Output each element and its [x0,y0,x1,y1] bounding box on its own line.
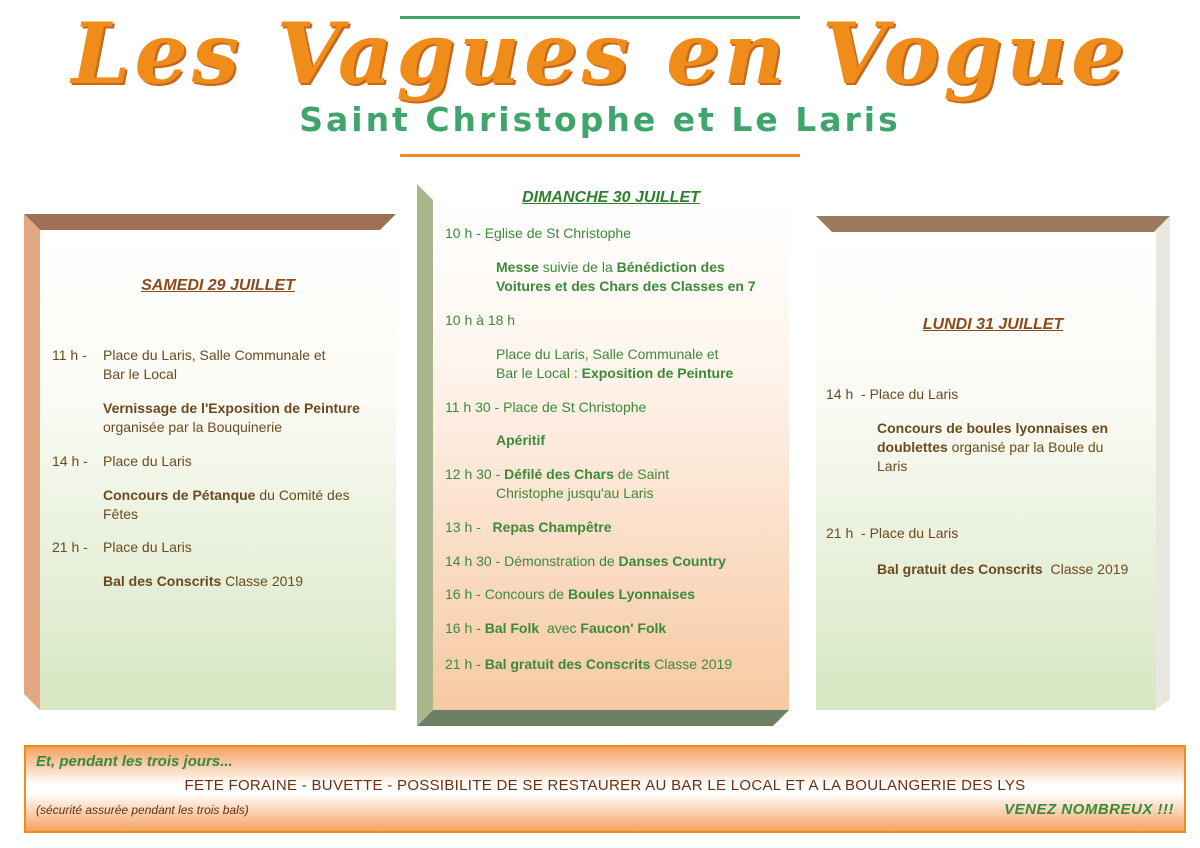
sun-line-12-time: 21 h - [445,656,485,672]
sun-line-2a-rest: suivie de la [538,259,617,275]
sun-line-10-bold: Boules Lyonnaises [567,586,696,602]
sun-line-7b: Christophe jusqu'au Laris [496,485,654,501]
mon-line-4: Laris [877,458,908,474]
sun-line-2b: Voitures et des Chars des Classes en 7 [496,278,756,294]
sun-line-6: Apéritif [496,432,545,448]
sun-line-11-time: 16 h - [445,620,485,636]
footer-banner [24,745,1186,833]
sat-item-5-time: 21 h - [52,539,88,555]
sun-line-11-rest: avec [539,620,581,636]
sat-item-2-rest: organisée par la Bouquinerie [103,419,283,435]
sun-line-3: 10 h à 18 h [445,312,516,328]
mon-line-1: 14 h - Place du Laris [826,386,959,402]
sun-line-4b-bold: Exposition de Peinture [581,365,734,381]
sat-item-4-rest-2: Fêtes [103,506,139,522]
footer-intro: Et, pendant les trois jours... [36,753,233,770]
mon-line-6 [877,560,1128,579]
mon-line-6-bold: Bal gratuit des Conscrits [877,561,1043,577]
sat-item-6-rest: Classe 2019 [221,573,303,589]
sun-line-11-bold: Bal Folk [484,620,540,636]
mon-line-3-bold: doublettes [877,439,948,455]
mon-line-6-rest: Classe 2019 [1042,561,1129,577]
sat-item-1-line-1: Place du Laris, Salle Communale et [103,347,326,363]
sun-line-9-time: 14 h 30 - Démonstration de [445,553,619,569]
sun-line-8-bold: Repas Champêtre [492,519,612,535]
monday-title: LUNDI 31 JUILLET [922,316,1064,333]
sun-line-9-bold: Danses Country [618,553,726,569]
sat-item-3-line-1: Place du Laris [103,453,192,469]
sat-item-1-line-2: Bar le Local [103,366,177,382]
sun-line-7-rest: de Saint [613,466,670,482]
sun-line-8-time: 13 h - [445,519,493,535]
sun-line-11-bold-2: Faucon' Folk [580,620,667,636]
mon-line-2: Concours de boules lyonnaises en [877,420,1109,436]
sun-line-7-bold: Défilé des Chars [504,466,614,482]
sun-line-4b-rest: Bar le Local : [496,365,582,381]
sun-line-4a: Place du Laris, Salle Communale et [496,346,719,362]
sunday-title: DIMANCHE 30 JUILLET [522,189,700,206]
mon-line-3-rest: organisé par la Boule du [947,439,1104,455]
sat-item-4-bold: Concours de Pétanque [103,487,256,503]
footer-note: (sécurité assurée pendant les trois bals) [36,803,249,817]
sun-line-7-time: 12 h 30 - [445,466,505,482]
sun-line-1: 10 h - Eglise de St Christophe [445,225,631,241]
footer-cta: VENEZ NOMBREUX !!! [1004,801,1174,818]
footer-main: FETE FORAINE - BUVETTE - POSSIBILITE DE SE RESTAURER AU BAR LE LOCAL ET A LA BOULANGERIE DES LYS [184,777,1026,794]
sun-line-12-bold: Bal gratuit des Conscrits [484,656,651,672]
sun-line-2a-bold: Messe [496,259,539,275]
mon-line-3 [877,438,1103,457]
sat-item-4-rest: du Comité des [255,487,350,503]
sat-item-1-time: 11 h - [52,347,87,363]
sun-line-2a-bold-2: Bénédiction des [616,259,725,275]
sat-item-3-time: 14 h - [52,453,88,469]
sun-line-10-time: 16 h - Concours de [445,586,568,602]
poster-subtitle: Saint Christophe et Le Laris [299,100,901,139]
poster-title: Les Vagues en Vogue [71,4,1129,103]
sun-line-5: 11 h 30 - Place de St Christophe [445,399,647,415]
sat-item-5-line-1: Place du Laris [103,539,192,555]
mon-line-5: 21 h - Place du Laris [826,525,959,541]
saturday-title: SAMEDI 29 JUILLET [141,277,295,294]
sun-line-12-rest: Classe 2019 [650,656,733,672]
sat-item-2-bold: Vernissage de l'Exposition de Peinture [103,400,360,416]
sat-item-6-bold: Bal des Conscrits [103,573,222,589]
